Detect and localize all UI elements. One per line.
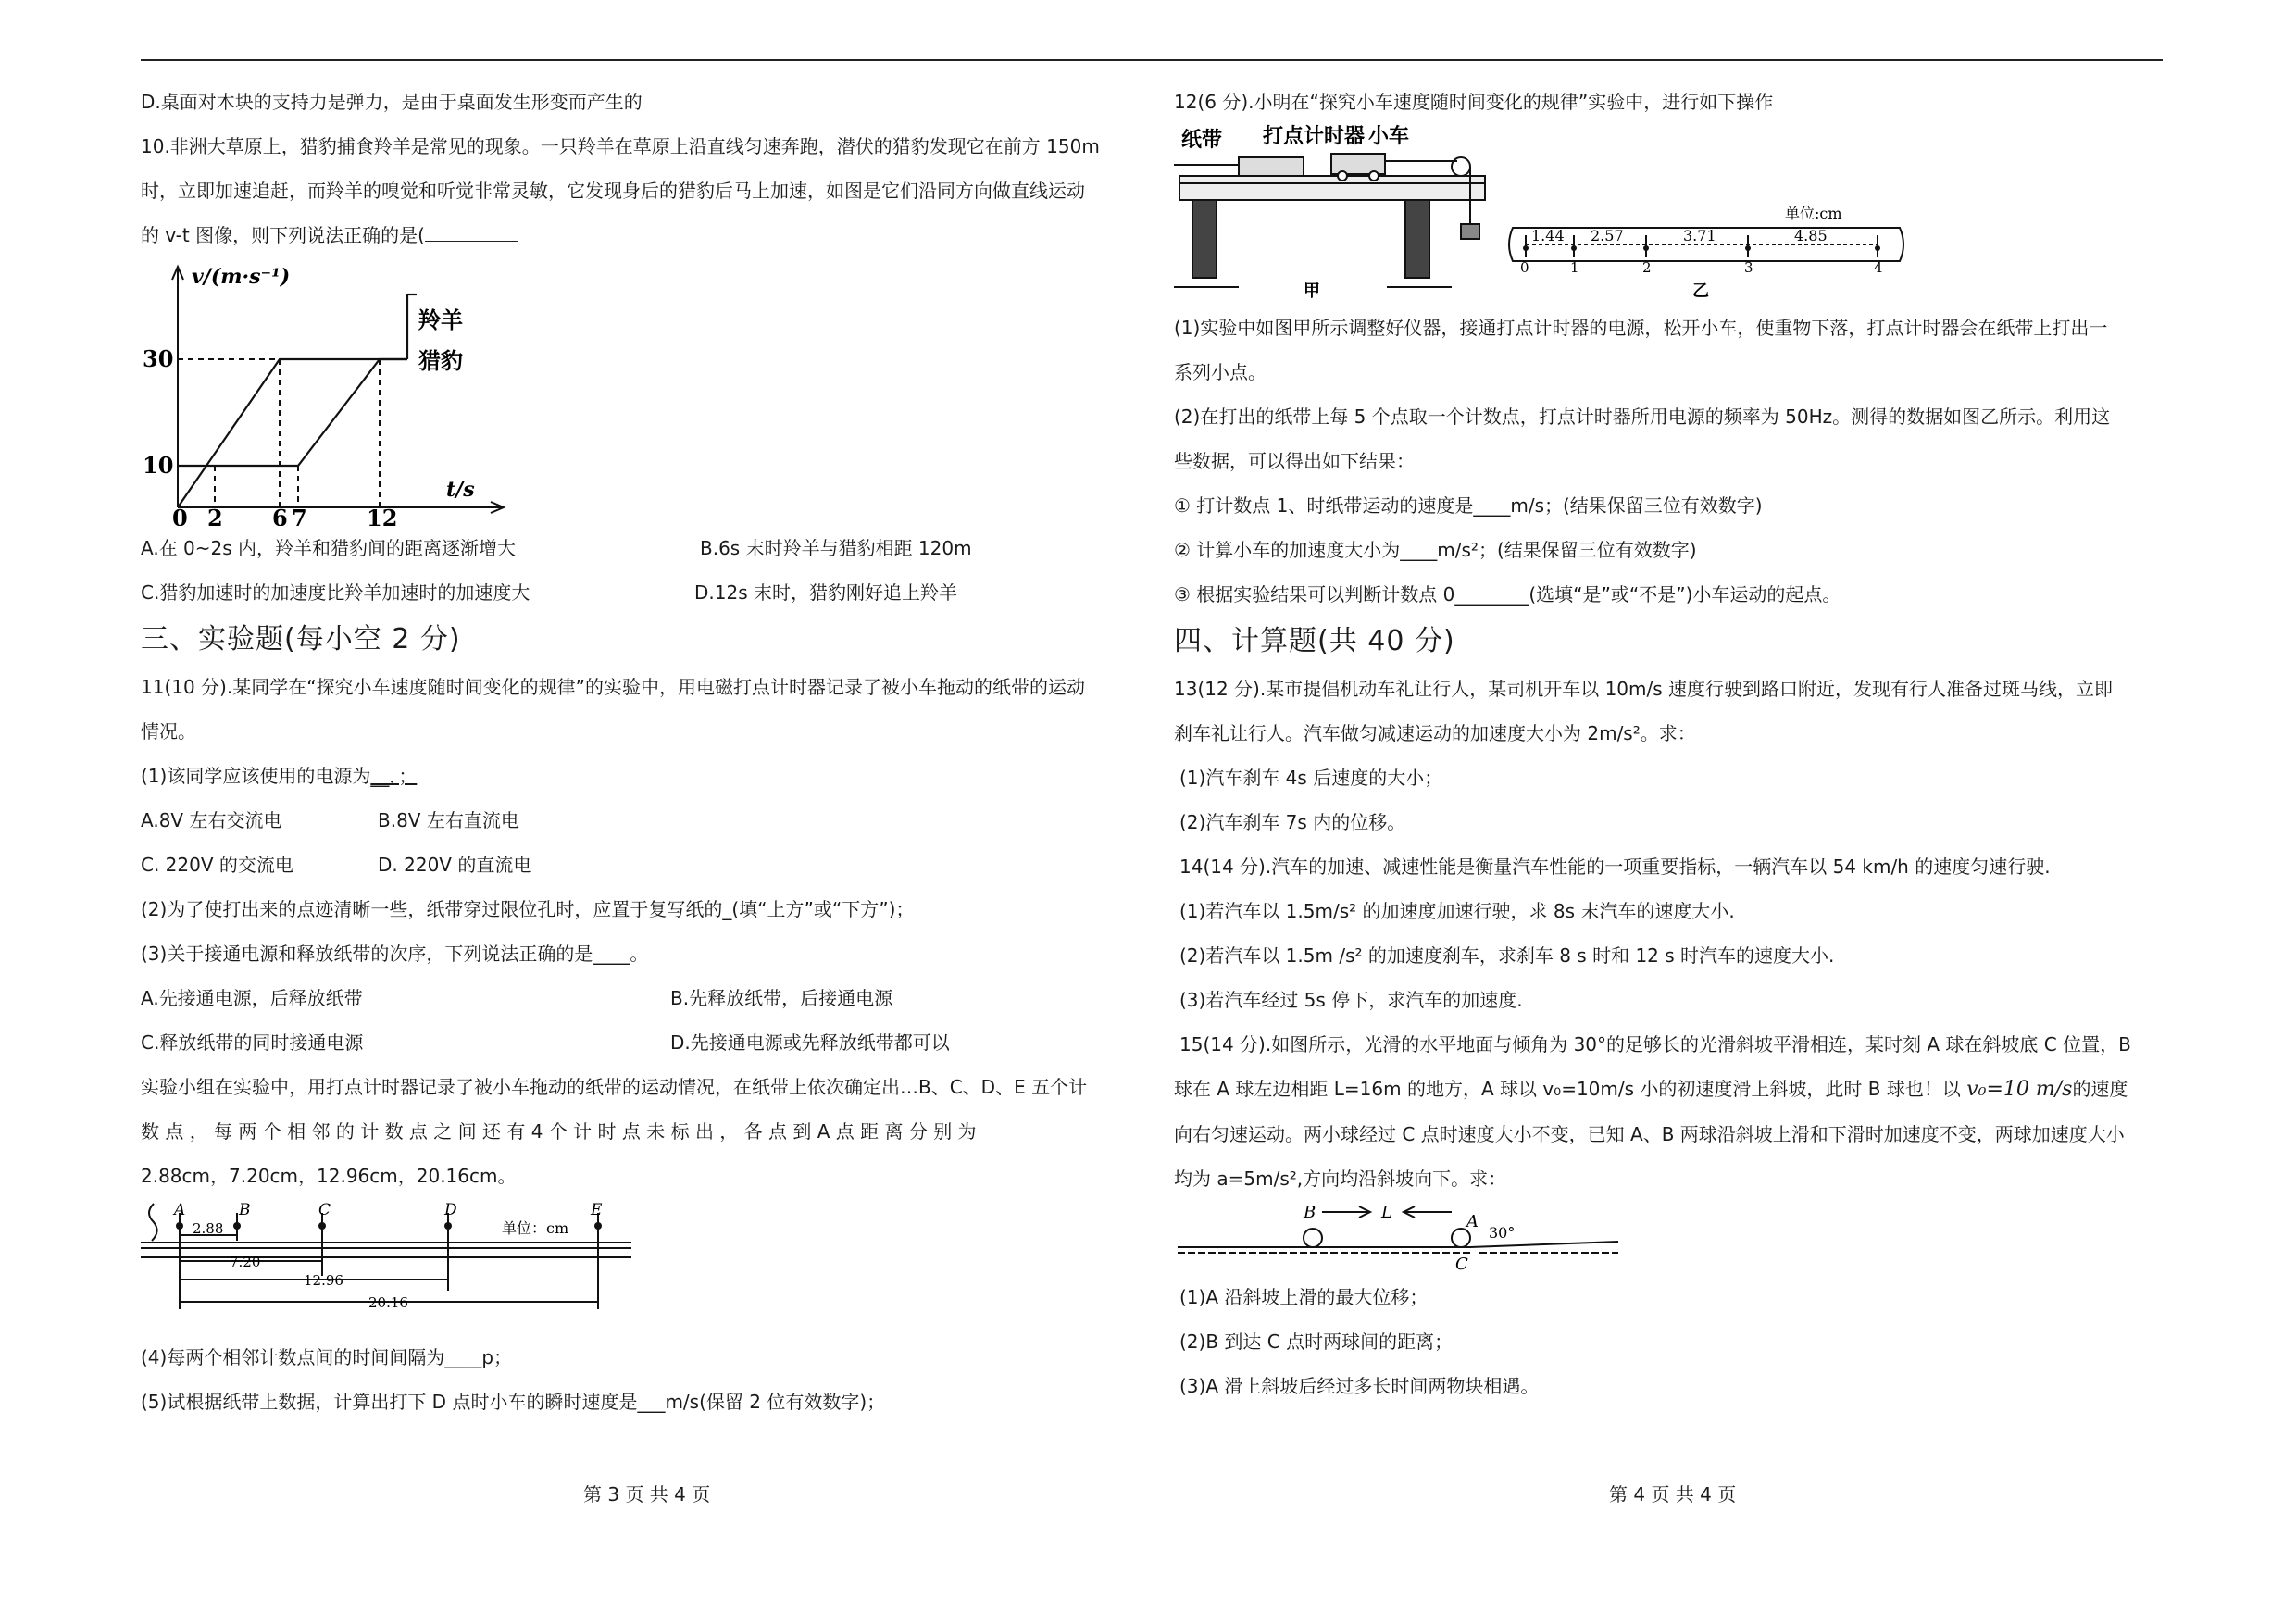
yi-dot-3: [1745, 245, 1751, 251]
q12-apparatus-figure: [1174, 124, 2166, 300]
tape-unit: 单位：cm: [502, 1219, 569, 1237]
q11-sub-5: (5)试根据纸带上数据，计算出打下 D 点时小车的瞬时速度是___m/s(保留 2 位有效数字)；: [141, 1391, 886, 1413]
yi-dist-2: 2.57: [1591, 227, 1624, 244]
fig-label-a: A: [1466, 1212, 1479, 1231]
yi-dot-2: [1643, 245, 1649, 251]
tape-left-edge: [149, 1204, 157, 1241]
q11-line-2: 情况。: [141, 720, 196, 743]
fig-label-timer: 打点计时器: [1263, 124, 1366, 148]
q10-option-c: C.猎豹加速时的加速度比羚羊加速时的加速度大: [141, 581, 530, 604]
fig-label-b: B: [1304, 1203, 1316, 1222]
bench-top: [1179, 176, 1485, 200]
q11-para-3: 2.88cm，7.20cm，12.96cm，20.16cm。: [141, 1165, 517, 1187]
vt-graph: [141, 257, 511, 526]
q11-options-cd: [141, 843, 1150, 887]
q14-sub-3: (3)若汽车经过 5s 停下，求汽车的加速度.: [1179, 989, 1523, 1011]
q12-item-1: ① 打计数点 1、时纸带运动的速度是____m/s；(结果保留三位有效数字): [1174, 494, 1763, 517]
graph-tick-12: 12: [367, 505, 398, 526]
q11-s3-options-cd: [141, 1020, 1150, 1065]
q11-option-a: A.8V 左右交流电: [141, 809, 282, 831]
q11-option-c: C. 220V 的交流电: [141, 854, 293, 876]
ball-a: [1452, 1229, 1470, 1247]
q15-sub-3: (3)A 滑上斜坡后经过多长时间两物块相遇。: [1179, 1375, 1540, 1397]
legend-antelope: 羚羊: [418, 306, 463, 333]
yi-unit: 单位:cm: [1785, 205, 1842, 222]
q11-option-d: D. 220V 的直流电: [378, 854, 532, 876]
q10-option-a: A.在 0~2s 内，羚羊和猎豹间的距离逐渐增大: [141, 537, 517, 559]
yi-dot-0: [1523, 245, 1529, 251]
tape-dot-c: [318, 1222, 326, 1230]
yi-dist-4: 4.85: [1794, 227, 1828, 244]
page-footer-left: 第 3 页 共 4 页: [583, 1483, 711, 1505]
q15-sub-2: (2)B 到达 C 点时两球间的距离；: [1179, 1330, 1454, 1353]
answer-blank: [425, 241, 518, 242]
q15-line-1: 15(14 分).如图所示，光滑的水平地面与倾角为 30°的足够长的光滑斜坡平滑相连，某时刻 A 球在斜坡底 C 位置，B: [1179, 1033, 2131, 1056]
cheetah-line: [178, 359, 407, 507]
yi-point-2: 2: [1642, 259, 1652, 276]
tape-dist-ab: 2.88: [193, 1220, 224, 1237]
q12-sub-1b: 系列小点。: [1174, 361, 1267, 383]
timer-body: [1239, 157, 1304, 176]
q12-title: 12(6 分).小明在“探究小车速度随时间变化的规律”实验中，进行如下操作: [1174, 91, 1774, 113]
q10-line-3: 的 v-t 图像，则下列说法正确的是(: [141, 213, 1150, 257]
q15-line-3: 向右匀速运动。两小球经过 C 点时速度大小不变，已知 A、B 两球沿斜坡上滑和下滑时加速度不变，两球加速度大小: [1174, 1123, 2125, 1145]
yi-point-3: 3: [1744, 259, 1753, 276]
graph-tick-0: 0: [172, 505, 188, 526]
left-column: [141, 80, 1150, 1424]
q11-sub-4: (4)每两个相邻计数点间的时间间隔为____p；: [141, 1346, 513, 1368]
q13-line-1: 13(12 分).某市提倡机动车礼让行人，某司机开车以 10m/s 速度行驶到路口附近，发现有行人准备过斑马线，立即: [1174, 678, 2114, 700]
q15-line-4: 均为 a=5m/s²,方向均沿斜坡向下。求：: [1174, 1168, 1507, 1190]
q11-sub-2: (2)为了使打出来的点迹清晰一些，纸带穿过限位孔时，应置于复写纸的_(填“上方”或“下方”)；: [141, 898, 915, 920]
hanging-weight: [1461, 224, 1479, 239]
q10-line-2: 时，立即加速追赶，而羚羊的嗅觉和听觉非常灵敏，它发现身后的猎豹后马上加速，如图是它们沿同方向做直线运动: [141, 180, 1085, 202]
q15-figure: [1174, 1201, 1692, 1275]
q13-sub-2: (2)汽车刹车 7s 内的位移。: [1179, 811, 1406, 833]
fig-label-angle: 30°: [1489, 1224, 1516, 1242]
tape-dot-d: [444, 1222, 452, 1230]
tape-label-e: E: [591, 1201, 603, 1219]
q11-s3-option-b: B.先释放纸带，后接通电源: [670, 987, 893, 1009]
car-body: [1331, 154, 1385, 174]
q11-s3-options-ab: [141, 976, 1150, 1020]
q12-sub-2a: (2)在打出的纸带上每 5 个点取一个计数点，打点计时器所用电源的频率为 50Hz。测得的数据如图乙所示。利用这: [1174, 406, 2111, 428]
q11-line-1: 11(10 分).某同学在“探究小车速度随时间变化的规律”的实验中，用电磁打点计时器记录了被小车拖动的纸带的运动: [141, 676, 1085, 698]
q9-option-d: D.桌面对木块的支持力是弹力，是由于桌面发生形变而产生的: [141, 91, 643, 113]
tape-dist-ac: 7.20: [230, 1254, 261, 1270]
fig-label-yi: 乙: [1692, 281, 1709, 300]
tape-label-b: B: [239, 1201, 251, 1219]
section-3-title: 三、实验题(每小空 2 分): [141, 623, 461, 656]
tape-label-d: D: [444, 1201, 457, 1219]
q11-tape-figure: [141, 1198, 641, 1318]
fig-label-jia: 甲: [1304, 281, 1320, 300]
q14-line-1: 14(14 分).汽车的加速、减速性能是衡量汽车性能的一项重要指标，一辆汽车以 54 km/h 的速度匀速行驶.: [1179, 856, 2051, 878]
fig-label-tape: 纸带: [1181, 128, 1223, 152]
q15-sub-1: (1)A 沿斜坡上滑的最大位移；: [1179, 1286, 1429, 1308]
graph-tick-10: 10: [143, 452, 174, 479]
tape-dot-e: [594, 1222, 602, 1230]
fig-label-car: 小车: [1368, 124, 1410, 148]
header-rule: [141, 59, 2163, 61]
graph-tick-30: 30: [143, 345, 174, 372]
section-4-title: 四、计算题(共 40 分): [1174, 625, 1455, 657]
q10-options-ab: [141, 526, 1150, 570]
q11-option-b: B.8V 左右直流电: [378, 809, 519, 831]
q11-sub-1: (1)该同学应该使用的电源为__．；: [141, 765, 418, 787]
q10-line-1: 10.非洲大草原上，猎豹捕食羚羊是常见的现象。一只羚羊在草原上沿直线匀速奔跑，潜伏的猎豹发现它在前方 150m: [141, 135, 1100, 157]
tape-label-c: C: [318, 1201, 331, 1219]
slope-line: [1470, 1242, 1618, 1247]
q10-option-b: B.6s 末时羚羊与猎豹相距 120m: [700, 537, 972, 559]
q11-sub-3: (3)关于接通电源和释放纸带的次序，下列说法正确的是____。: [141, 943, 649, 965]
legend-cheetah: 猎豹: [418, 347, 463, 374]
q15-line-2: 球在 A 球左边相距 L=16m 的地方，A 球以 v₀=10m/s 小的初速度滑上斜坡，此时 B 球也！以 v₀=10 m/s的速度: [1174, 1078, 2128, 1101]
yi-dot-4: [1875, 245, 1880, 251]
q11-s3-option-a: A.先接通电源，后释放纸带: [141, 987, 363, 1009]
graph-tick-6: 6: [272, 505, 288, 526]
ball-b: [1304, 1229, 1322, 1247]
q12-item-3: ③ 根据实验结果可以判断计数点 0________(选填“是”或“不是”)小车运动的起点。: [1174, 583, 1841, 606]
fig-label-l: L: [1381, 1203, 1392, 1222]
pulley: [1452, 157, 1470, 176]
q11-options-ab: [141, 798, 1150, 843]
q11-s3-option-c: C.释放纸带的同时接通电源: [141, 1031, 364, 1054]
yi-point-0: 0: [1520, 259, 1529, 276]
q12-sub-1a: (1)实验中如图甲所示调整好仪器，接通打点计时器的电源，松开小车，使重物下落，打点计时器会在纸带上打出一: [1174, 317, 2108, 339]
fig-label-c: C: [1455, 1255, 1468, 1274]
q10-option-d: D.12s 末时，猎豹刚好追上羚羊: [694, 581, 957, 604]
graph-x-label: t/s: [446, 478, 475, 502]
q11-para-1: 实验小组在实验中，用打点计时器记录了被小车拖动的纸带的运动情况，在纸带上依次确定出…B、C、D、E 五个计: [141, 1076, 1088, 1098]
graph-tick-2: 2: [207, 505, 223, 526]
q11-s3-option-d: D.先接通电源或先释放纸带都可以: [670, 1031, 950, 1054]
graph-y-label: v/(m·s⁻¹): [192, 265, 291, 289]
tape-dist-ae: 20.16: [368, 1294, 408, 1311]
q11-para-2: 数 点 ， 每 两 个 相 邻 的 计 数 点 之 间 还 有 4 个 计 时 点 未 标 出 ， 各 点 到 A 点 距 离 分 别 为: [141, 1120, 977, 1143]
yi-dot-1: [1571, 245, 1577, 251]
q12-sub-2b: 些数据，可以得出如下结果：: [1174, 450, 1415, 472]
q15-formula: v₀=10 m/s: [1966, 1078, 2073, 1101]
answer-blank: __．；: [370, 765, 418, 787]
tape-label-a: A: [174, 1201, 186, 1219]
page-footer-right: 第 4 页 共 4 页: [1609, 1483, 1737, 1505]
q12-item-2: ② 计算小车的加速度大小为____m/s²；(结果保留三位有效数字): [1174, 539, 1697, 561]
graph-tick-7: 7: [292, 505, 307, 526]
q13-line-2: 刹车礼让行人。汽车做匀减速运动的加速度大小为 2m/s²。求：: [1174, 722, 1696, 744]
yi-point-1: 1: [1570, 259, 1579, 276]
yi-point-4: 4: [1874, 259, 1883, 276]
antelope-line: [178, 359, 407, 466]
q14-sub-2: (2)若汽车以 1.5m /s² 的加速度刹车，求刹车 8 s 时和 12 s 时汽车的速度大小.: [1179, 944, 1835, 967]
bench-leg-right: [1405, 200, 1429, 278]
q14-sub-1: (1)若汽车以 1.5m/s² 的加速度加速行驶，求 8s 末汽车的速度大小.: [1179, 900, 1735, 922]
yi-dist-1: 1.44: [1531, 227, 1565, 244]
q13-sub-1: (1)汽车刹车 4s 后速度的大小；: [1179, 767, 1443, 789]
bench-leg-left: [1192, 200, 1217, 278]
tape-dot-a: [176, 1222, 183, 1230]
q10-options-cd: [141, 570, 1150, 615]
right-column: [1174, 80, 2166, 1408]
tape-dist-ad: 12.96: [304, 1272, 343, 1289]
tape-dot-b: [233, 1222, 241, 1230]
yi-dist-3: 3.71: [1683, 227, 1716, 244]
